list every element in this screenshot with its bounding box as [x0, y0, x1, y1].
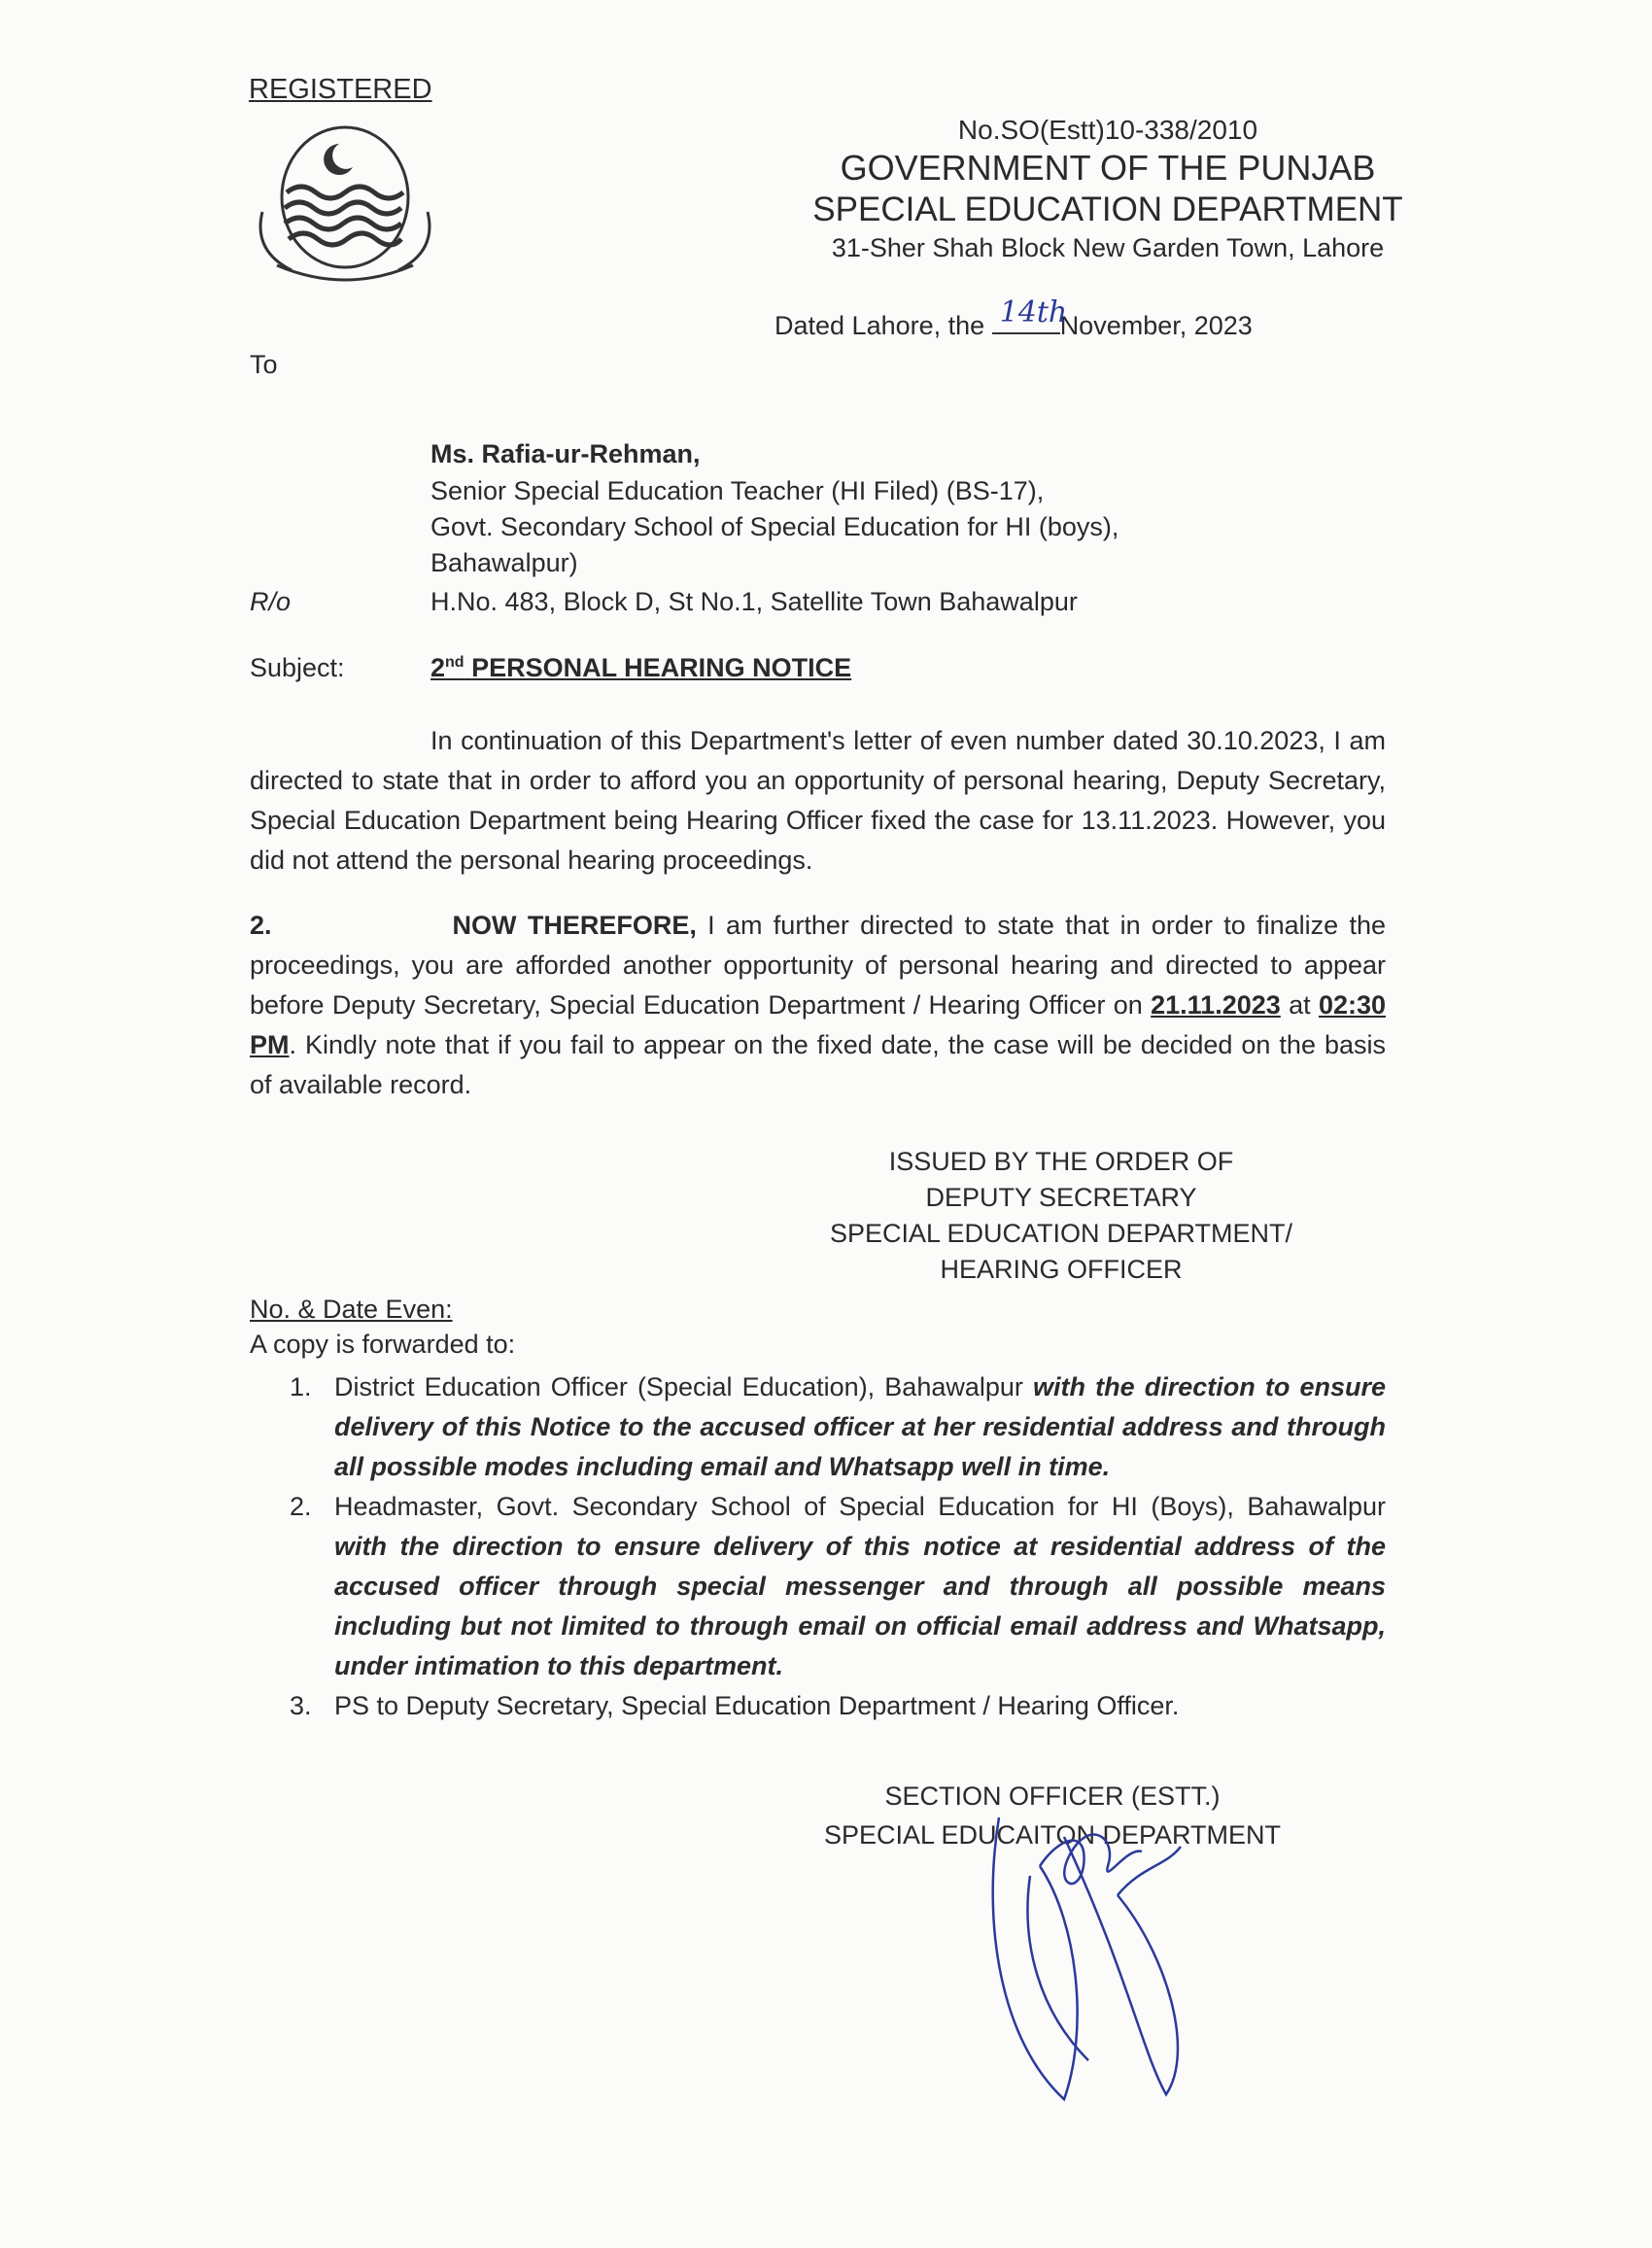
date-blank [992, 295, 1068, 334]
subject-title: 2nd PERSONAL HEARING NOTICE [430, 653, 852, 682]
paragraph-1: In continuation of this Department's letter of even number dated 30.10.2023, I am directed to state that in order to afford you an opportunity of personal hearing, Deputy Secretary, Special Education Department being Hearing Officer fixed the case for 13.11.2023. However, you did not attend the personal hearing proceedings. [250, 726, 1386, 875]
recipient-name: Ms. Rafia-ur-Rehman, [430, 439, 701, 468]
subject-label: Subject: [250, 653, 345, 682]
department-address: 31-Sher Shah Block New Garden Town, Lahore [831, 233, 1385, 262]
dated-suffix: November, 2023 [1059, 311, 1253, 340]
letter-body [250, 721, 1386, 1854]
ro-label: R/o [250, 587, 292, 616]
copy-heading: No. & Date Even: [250, 1295, 453, 1324]
paragraph-number: 2. [250, 911, 272, 940]
letter-number: No.SO(Estt)10-338/2010 [957, 115, 1258, 145]
copy-item: 2. Headmaster, Govt. Secondary School of Special Education for HI (Boys), Bahawalpur with the direction to ensure delivery of this notice at residential address of the accused officer through special messenger and through all possible means including but not limited to through email on official email address and Whatsapp, under intimation to this department. [290, 1492, 1386, 1680]
registered-label: REGISTERED [249, 74, 432, 105]
recipient-city: Bahawalpur) [430, 548, 578, 577]
copy-intro: A copy is forwarded to: [250, 1330, 516, 1359]
hearing-date: 21.11.2023 [1151, 990, 1281, 1020]
recipient-school: Govt. Secondary School of Special Education for HI (boys), [430, 512, 1119, 541]
to-label: To [250, 350, 278, 379]
punjab-government-logo [238, 124, 452, 290]
signatory-title: SECTION OFFICER (ESTT.) [884, 1781, 1221, 1811]
government-title: GOVERNMENT OF THE PUNJAB [840, 148, 1376, 188]
dated-line [774, 295, 1253, 341]
recipient-residence: H.No. 483, Block D, St No.1, Satellite Town Bahawalpur [430, 587, 1078, 616]
dated-prefix: Dated Lahore, the [774, 311, 985, 340]
paragraph-2: 2. NOW THEREFORE, I am further directed to state that in order to finalize the proceedings, you are afforded another opportunity of personal hearing and directed to appear before Deputy Secretary, Special Education Department / Hearing Officer on 21.11.2023 at 02:30 PM. Kindly note that if you fail to appear on the fixed date, the case will be decided on the basis of available record. [250, 911, 1386, 1099]
handwritten-signature [972, 1808, 1224, 2109]
issued-by-block: ISSUED BY THE ORDER OF DEPUTY SECRETARY SPECIAL EDUCATION DEPARTMENT/ HEARING OFFICER [829, 1147, 1293, 1284]
signatory-department: SPECIAL EDUCAITON DEPARTMENT [823, 1820, 1282, 1850]
copy-item: 1. District Education Officer (Special Education), Bahawalpur with the direction to ensure delivery of this Notice to the accused officer at her residential address and through all possible modes including email and Whatsapp well in time. [290, 1372, 1386, 1481]
hearing-time: 02:30 PM [250, 990, 1386, 1059]
handwritten-day: 14th [999, 295, 1068, 329]
department-title: SPECIAL EDUCATION DEPARTMENT [812, 190, 1403, 228]
recipient-designation: Senior Special Education Teacher (HI Filed) (BS-17), [430, 476, 1045, 505]
copy-item: 3. PS to Deputy Secretary, Special Education Department / Hearing Officer. [290, 1691, 1180, 1720]
